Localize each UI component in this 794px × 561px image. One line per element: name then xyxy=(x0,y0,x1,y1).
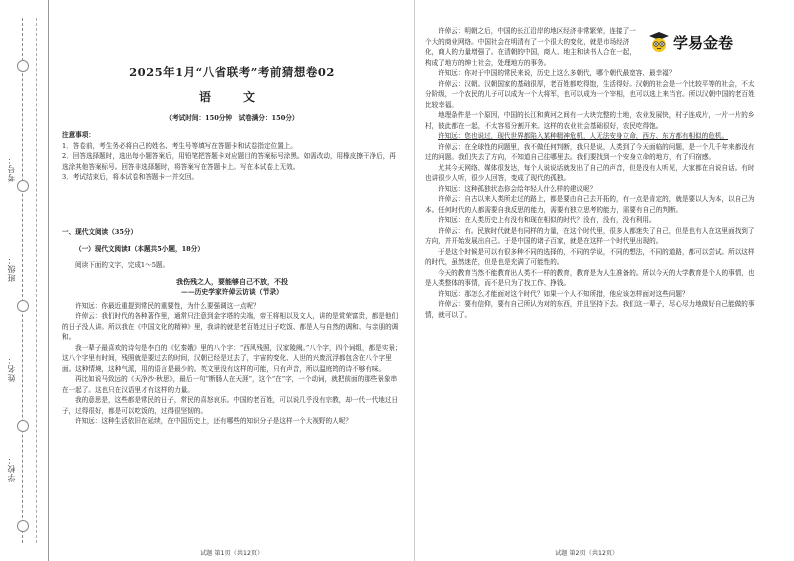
notice-heading: 注意事项： xyxy=(62,131,95,139)
notice-item: 2．回答选择题时，选出每小题答案后，用铅笔把答题卡对应题目的答案标号涂黑。如需改动，用橡皮擦干净后，再选涂其他答案标号。回答非选择题时，将答案写在答题卡上。写在本试卷上无效。 xyxy=(62,152,396,171)
binding-label-class: 班级： xyxy=(7,255,16,282)
right-page xyxy=(425,26,757,320)
essay-paragraph: 许倬云：要有信仰，要有自己所认为对的东西，并且坚持下去。我们这一辈子，尽心尽力地做好自己能做的事情，就可以了。 xyxy=(425,300,755,319)
essay-paragraph: 许知远：您也说过，现代世界都陷入某种精神危机，人无法安身立命，西方、东方都有相似的危机。 xyxy=(438,132,729,140)
essay-body-left xyxy=(62,301,402,427)
page-footer-left: 试题 第1页（共12页） xyxy=(200,550,264,557)
subject-title: 语 文 xyxy=(198,90,265,104)
binding-hole xyxy=(17,300,29,312)
essay-paragraph: 再比如说马致远的《天净沙·秋思》，最后一句“断肠人在天涯”，这个“在”字，一个动词，就把前面的那些景象串在一起了。这也只在汉语里才有这样的力量。 xyxy=(62,375,398,394)
essay-subtitle: ——历史学家许倬云访谈（节录） xyxy=(181,288,283,296)
column-divider xyxy=(414,0,415,561)
essay-paragraph: 许知远：这种生活依旧在延续，在中国历史上，还有哪些的知识分子是这样一个大视野的人呢？ xyxy=(75,417,352,425)
binding-hole xyxy=(17,180,29,192)
binding-hole xyxy=(17,420,29,432)
reading-section xyxy=(62,227,402,427)
binding-strip xyxy=(0,0,49,561)
logo-text: 学易金卷 xyxy=(673,33,734,52)
notice-section xyxy=(62,130,402,183)
essay-paragraph: 我一辈子最喜欢的诗句是李白的《忆秦娥》里的八个字：“西风残照，汉家陵阙。”八个字，四个词组，都是实景；这八个字里有时间，残照就是要过去的时间，汉朝已经是过去了，宇宙的变化、人世的兴废沉浮都包含在八个字里面。这种情境，这种气派，用的语言是最少的。英文里没有这样的可能，只有声音，所以温庭筠的诗不够有味。 xyxy=(62,343,402,373)
essay-paragraph: 许倬云：有。民族时代就是有同样的力量，在这个时代里，很多人都迷失了自己，但是也有人在这里面找到了方向，并开始发展出自己。于是中国的诸子百家，就是在这样一个时代里出现的。 xyxy=(425,226,755,245)
notice-item: 3．考试结束后，将本试卷和答题卡一并交回。 xyxy=(62,173,199,181)
essay-paragraph: 许知远：你对于中国的常民来说，历史上这么多朝代，哪个朝代最宽容、最幸福？ xyxy=(438,69,676,77)
binding-hole xyxy=(17,520,29,532)
essay-paragraph: 许知远：那怎么才能面对这个时代？如果一个人不知所措，他应该怎样面对这些问题？ xyxy=(438,289,689,298)
binding-hole xyxy=(17,60,29,72)
notice-item: 1．答卷前，考生务必将自己的姓名、考生号等填写在答题卡和试卷指定位置上。 xyxy=(62,141,297,150)
essay-paragraph: 许倬云：明朝之后，中国的长江沿岸的地区经济非常繁荣，连接了一个大的商业网络。中国社会在明清有了一个很大的变化，就是市场经济化，商人的力量增强了。在清朝的中国，商人、地主和读书人合在一起，构成了地方的绅士社会，处理地方的事务。 xyxy=(425,27,636,67)
binding-label-id: 考号： xyxy=(7,155,16,182)
instruction: 阅读下面的文字，完成1～5题。 xyxy=(75,261,170,269)
page-footer-right: 试题 第2页（共12页） xyxy=(555,550,619,557)
essay-paragraph: 许倬云：在全球性的问题里，我不做任何判断，我只是说，人类到了今天面临的问题，是一个几千年来都没有过的问题。我们失去了方向，不知道自己往哪里去。我们要找到一个安身立命的地方，有了归宿感。 xyxy=(425,142,755,161)
essay-title: 我伤残之人，要能够自己不放，不投 xyxy=(176,276,288,286)
subsection-heading: （一）现代文阅读Ⅰ（本题共5小题，18分） xyxy=(75,244,204,253)
binding-dash-line xyxy=(22,18,23,543)
exam-title: 2025年1月“八省联考”考前猜想卷02 xyxy=(129,65,335,79)
essay-paragraph: 尤其今天网络、媒体很发达，每个人说说话就发出了自己的声音，但是没有人听见，大家都在自说自话。有时也讲很少人听，很少人回答，变成了现代的孤独。 xyxy=(425,163,755,182)
essay-paragraph: 今天的教育当然不能教育出人类不一样的教育，教育是为人生准备的。所以今天的大学教育是个人的事情，也是人类整体的事情，而不是只为了找工作、挣钱。 xyxy=(425,268,755,287)
essay-paragraph: 许倬云：自古以来人类所走过的路上，都是要由自己去开拓的，有一点是肯定的，就是要以人为本，以自己为本。任何时代的人都需要自我反思的能力，需要有独立思考的能力，需要有自己的判断。 xyxy=(425,195,755,214)
essay-paragraph: 许知远：在人类历史上有没有和现在相似的时代？没有，没有，没有利用。 xyxy=(438,216,656,224)
essay-paragraph: 许倬云：我们时代的各种著作里，通常只注意到金字塔的尖端，帝王将相以及文人，讲的是赏荣富贵，都是他们的日子没人讲。所以我在《中国文化的精神》里，我讲的就是老百姓过日子吃饭、都是人与自然的调和、与亲朋的调和。 xyxy=(62,312,399,341)
section-heading: 一、现代文阅读（35分） xyxy=(62,228,138,236)
essay-paragraph: 许知远：你最近重提到常民的重要性，为什么要强调这一点呢？ xyxy=(75,301,260,310)
essay-paragraph: 许知远：这种孤独状态你会给年轻人什么样的建议呢？ xyxy=(438,184,597,193)
essay-paragraph: 于是这个时候是可以有很多种不同的选择的，不同的学说，不同的想法，不同的道路，都可以尝试。所以这样的时代，虽然迷茫，但是也是充满了可能性的。 xyxy=(425,247,755,266)
binding-dash-line-inner xyxy=(36,18,37,543)
binding-label-school: 学校： xyxy=(7,455,16,482)
essay-paragraph: 许倬云：汉朝。汉朝国家的基础很厚，老百姓都吃得饱，生活得好。汉朝的社会是一个比较平等的社会，不太分阶级，一个农民的儿子可以成为一个大将军，也可以成为一个宰相，也可以选上来当官。所以汉朝中国的老百姓比较幸福。 xyxy=(425,79,755,109)
essay-paragraph: 地理条件是一个原因，中国的长江和黄河之间有一大块完整的土地，农业发展快，村子连成片，一片一片的乡村，彼此都在一起，不太容易分割开来。这样的农业社会基础很好，农民吃得饱。 xyxy=(425,111,755,130)
essay-paragraph: 我的意思是，这些都是常民的日子，常民的喜怒哀乐。中国的老百姓，可以说几乎没有宗教，却一代一代地过日子，过得很好，都是可以吃饭的，过得很坚韧的。 xyxy=(62,396,399,415)
exam-info: （考试时间：150分钟 试卷满分：150分） xyxy=(165,114,299,122)
binding-label-name: 姓名： xyxy=(7,355,16,382)
